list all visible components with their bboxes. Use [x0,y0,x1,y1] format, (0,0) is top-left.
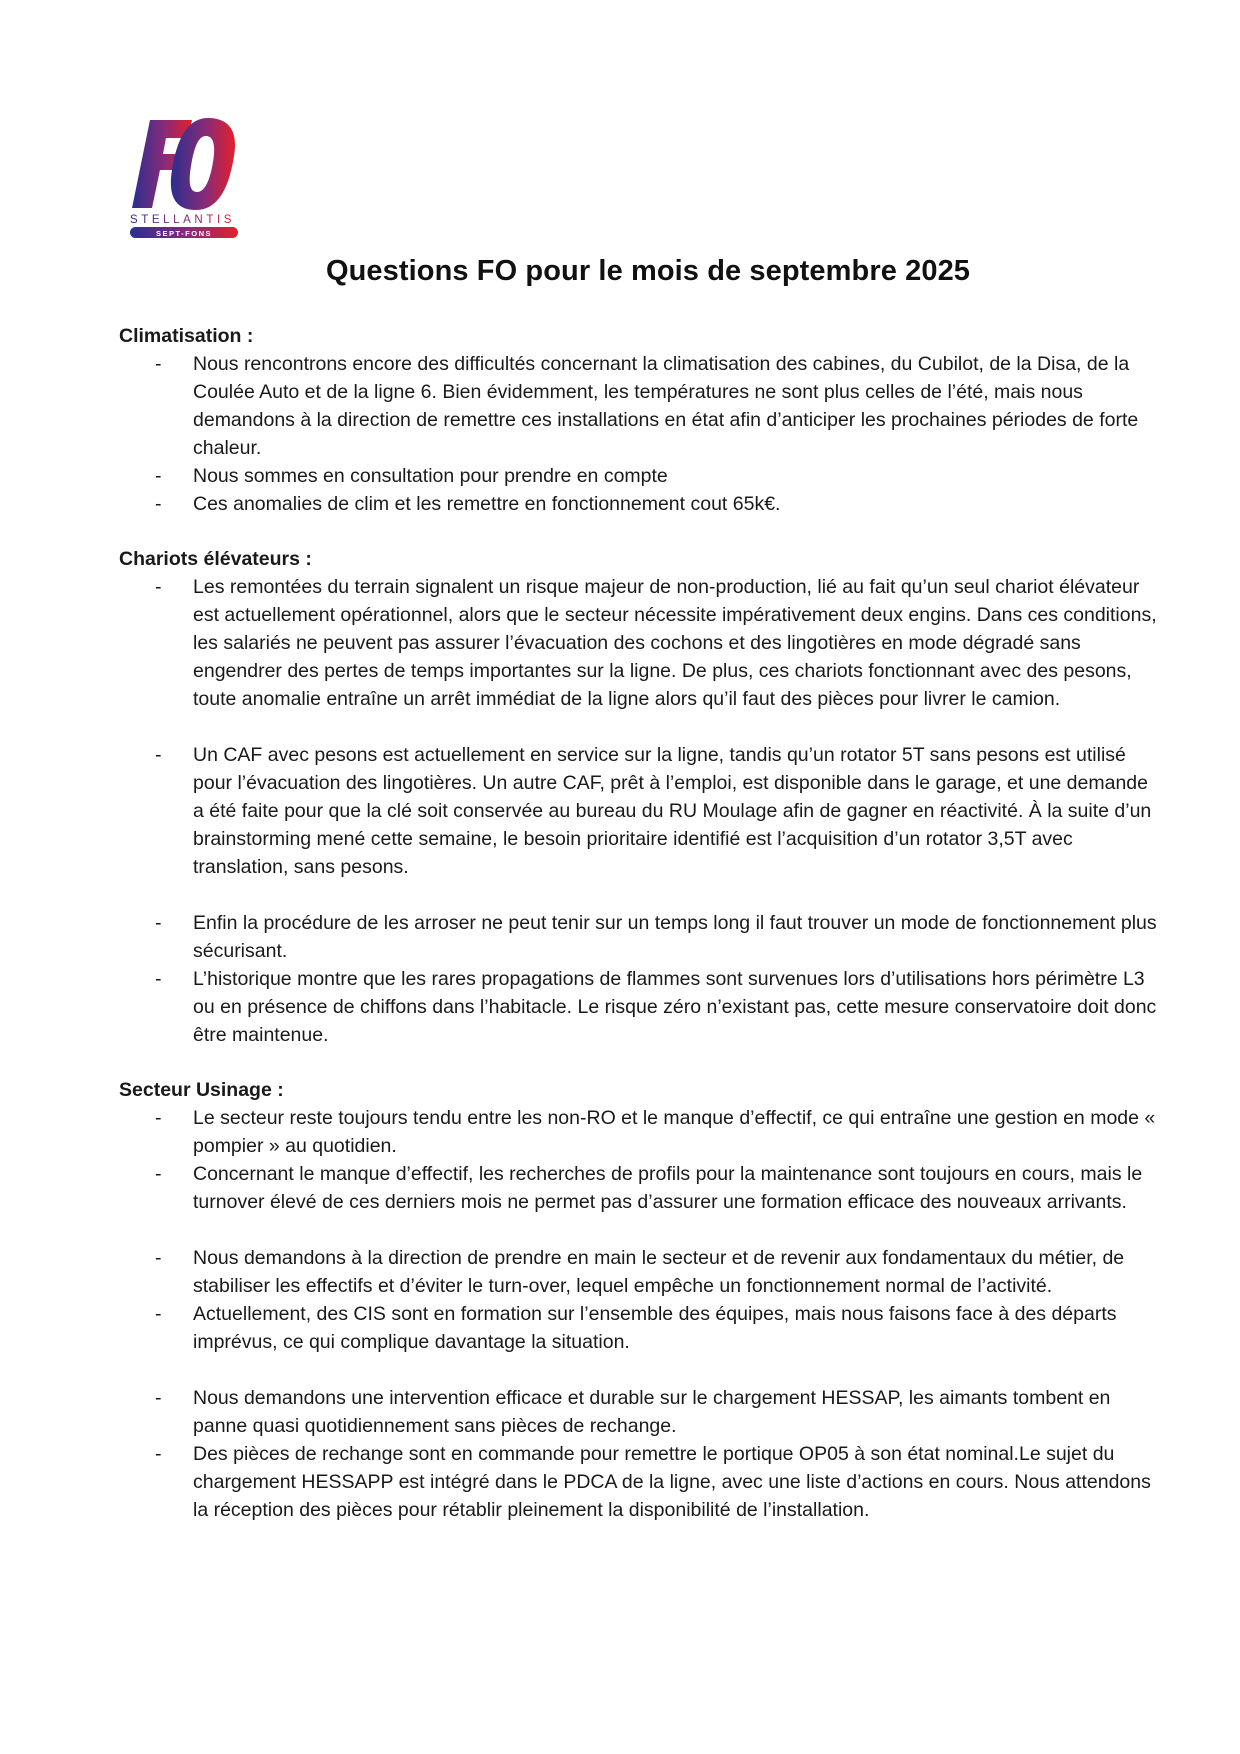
dash-bullet-icon: - [155,1163,162,1185]
list-item [119,1384,1159,1440]
item-list [119,573,1159,1049]
list-item [119,909,1159,965]
item-text: Actuellement, des CIS sont en formation sur l’ensemble des équipes, mais nous faisons face à des départs imprévus, ce qui complique davantage la situation. [193,1303,1117,1353]
dash-bullet-icon: - [155,1303,162,1325]
list-item [119,350,1159,462]
item-list [119,350,1159,518]
list-item [119,490,1159,518]
dash-bullet-icon: - [155,576,162,598]
section-heading: Climatisation : [119,325,254,347]
list-item [119,1244,1159,1300]
page-title: Questions FO pour le mois de septembre 2025 [325,255,971,288]
item-text: Ces anomalies de clim et les remettre en fonctionnement cout 65k€. [193,493,781,515]
list-item [119,1440,1159,1524]
section-chariots-elevateurs [119,545,1159,1049]
item-text: Nous rencontrons encore des difficultés concernant la climatisation des cabines, du Cubilot, de la Disa, de la Coulée Auto et de la ligne 6. Bien évidemment, les températures ne sont plus celles de l’été, mais nous demandons à la direction de remettre ces installations en état afin d’anticiper les prochaines périodes de forte chaleur. [193,353,1139,459]
document-body [119,322,1159,1551]
list-item [119,462,1159,490]
dash-bullet-icon: - [155,493,162,515]
svg-text:STELLANTIS: STELLANTIS [130,214,236,226]
item-text: Nous demandons à la direction de prendre en main le secteur et de revenir aux fondamentaux du métier, de stabiliser les effectifs et d’éviter le turn-over, lequel empêche un fonctionnement normal de l’activité. [193,1247,1125,1297]
item-text: Nous demandons une intervention efficace et durable sur le chargement HESSAP, les aimants tombent en panne quasi quotidiennement sans pièces de rechange. [193,1387,1111,1437]
dash-bullet-icon: - [155,465,162,487]
dash-bullet-icon: - [155,1107,162,1129]
item-text: Concernant le manque d’effectif, les recherches de profils pour la maintenance sont toujours en cours, mais le turnover élevé de ces derniers mois ne permet pas d’assurer une formation efficace des nouveaux arrivants. [193,1163,1143,1213]
item-text: Les remontées du terrain signalent un risque majeur de non-production, lié au fait qu’un seul chariot élévateur est actuellement opérationnel, alors que le secteur nécessite impérativement deux engins. Dans ces conditions, les salariés ne peuvent pas assurer l’évacuation des cochons et des lingotières en mode dégradé sans engendrer des pertes de temps importantes sur la ligne. De plus, ces chariots fonctionnant avec des pesons, toute anomalie entraîne un arrêt immédiat de la ligne alors qu’il faut des pièces pour livrer le camion. [193,576,1157,710]
dash-bullet-icon: - [155,353,162,375]
section-heading: Chariots élévateurs : [119,548,312,570]
list-item [119,1160,1159,1216]
item-text: Nous sommes en consultation pour prendre en compte [193,465,668,487]
list-item [119,965,1159,1049]
svg-text:SEPT-FONS: SEPT-FONS [155,229,213,238]
dash-bullet-icon: - [155,744,162,766]
dash-bullet-icon: - [155,1443,162,1465]
item-text: Un CAF avec pesons est actuellement en service sur la ligne, tandis qu’un rotator 5T sans pesons est utilisé pour l’évacuation des lingotières. Un autre CAF, prêt à l’emploi, est disponible dans le garage, et une demande a été faite pour que la clé soit conservée au bureau du RU Moulage afin de gagner en réactivité. À la suite d’un brainstorming mené cette semaine, le besoin prioritaire identifié est l’acquisition d’un rotator 3,5T avec translation, sans pesons. [193,744,1152,878]
section-heading: Secteur Usinage : [119,1079,284,1101]
item-text: L’historique montre que les rares propagations de flammes sont survenues lors d’utilisations hors périmètre L3 ou en présence de chiffons dans l’habitacle. Le risque zéro n’existant pas, cette mesure conservatoire doit donc être maintenue. [193,968,1157,1046]
dash-bullet-icon: - [155,912,162,934]
item-text: Enfin la procédure de les arroser ne peut tenir sur un temps long il faut trouver un mode de fonctionnement plus sécurisant. [193,912,1157,962]
list-item [119,1300,1159,1356]
list-item [119,1104,1159,1160]
section-secteur-usinage [119,1076,1159,1524]
dash-bullet-icon: - [155,1387,162,1409]
item-list [119,1104,1159,1524]
list-item [119,573,1159,713]
list-item [119,741,1159,881]
dash-bullet-icon: - [155,968,162,990]
fo-stellantis-logo [130,118,250,246]
section-climatisation [119,322,1159,518]
item-text: Le secteur reste toujours tendu entre les non-RO et le manque d’effectif, ce qui entraîne une gestion en mode « pompier » au quotidien. [193,1107,1156,1157]
fo-logo-icon [130,118,250,246]
dash-bullet-icon: - [155,1247,162,1269]
item-text: Des pièces de rechange sont en commande pour remettre le portique OP05 à son état nominal.Le sujet du chargement HESSAPP est intégré dans le PDCA de la ligne, avec une liste d’actions en cours. Nous attendons la réception des pièces pour rétablir pleinement la disponibilité de l’installation. [193,1443,1151,1521]
